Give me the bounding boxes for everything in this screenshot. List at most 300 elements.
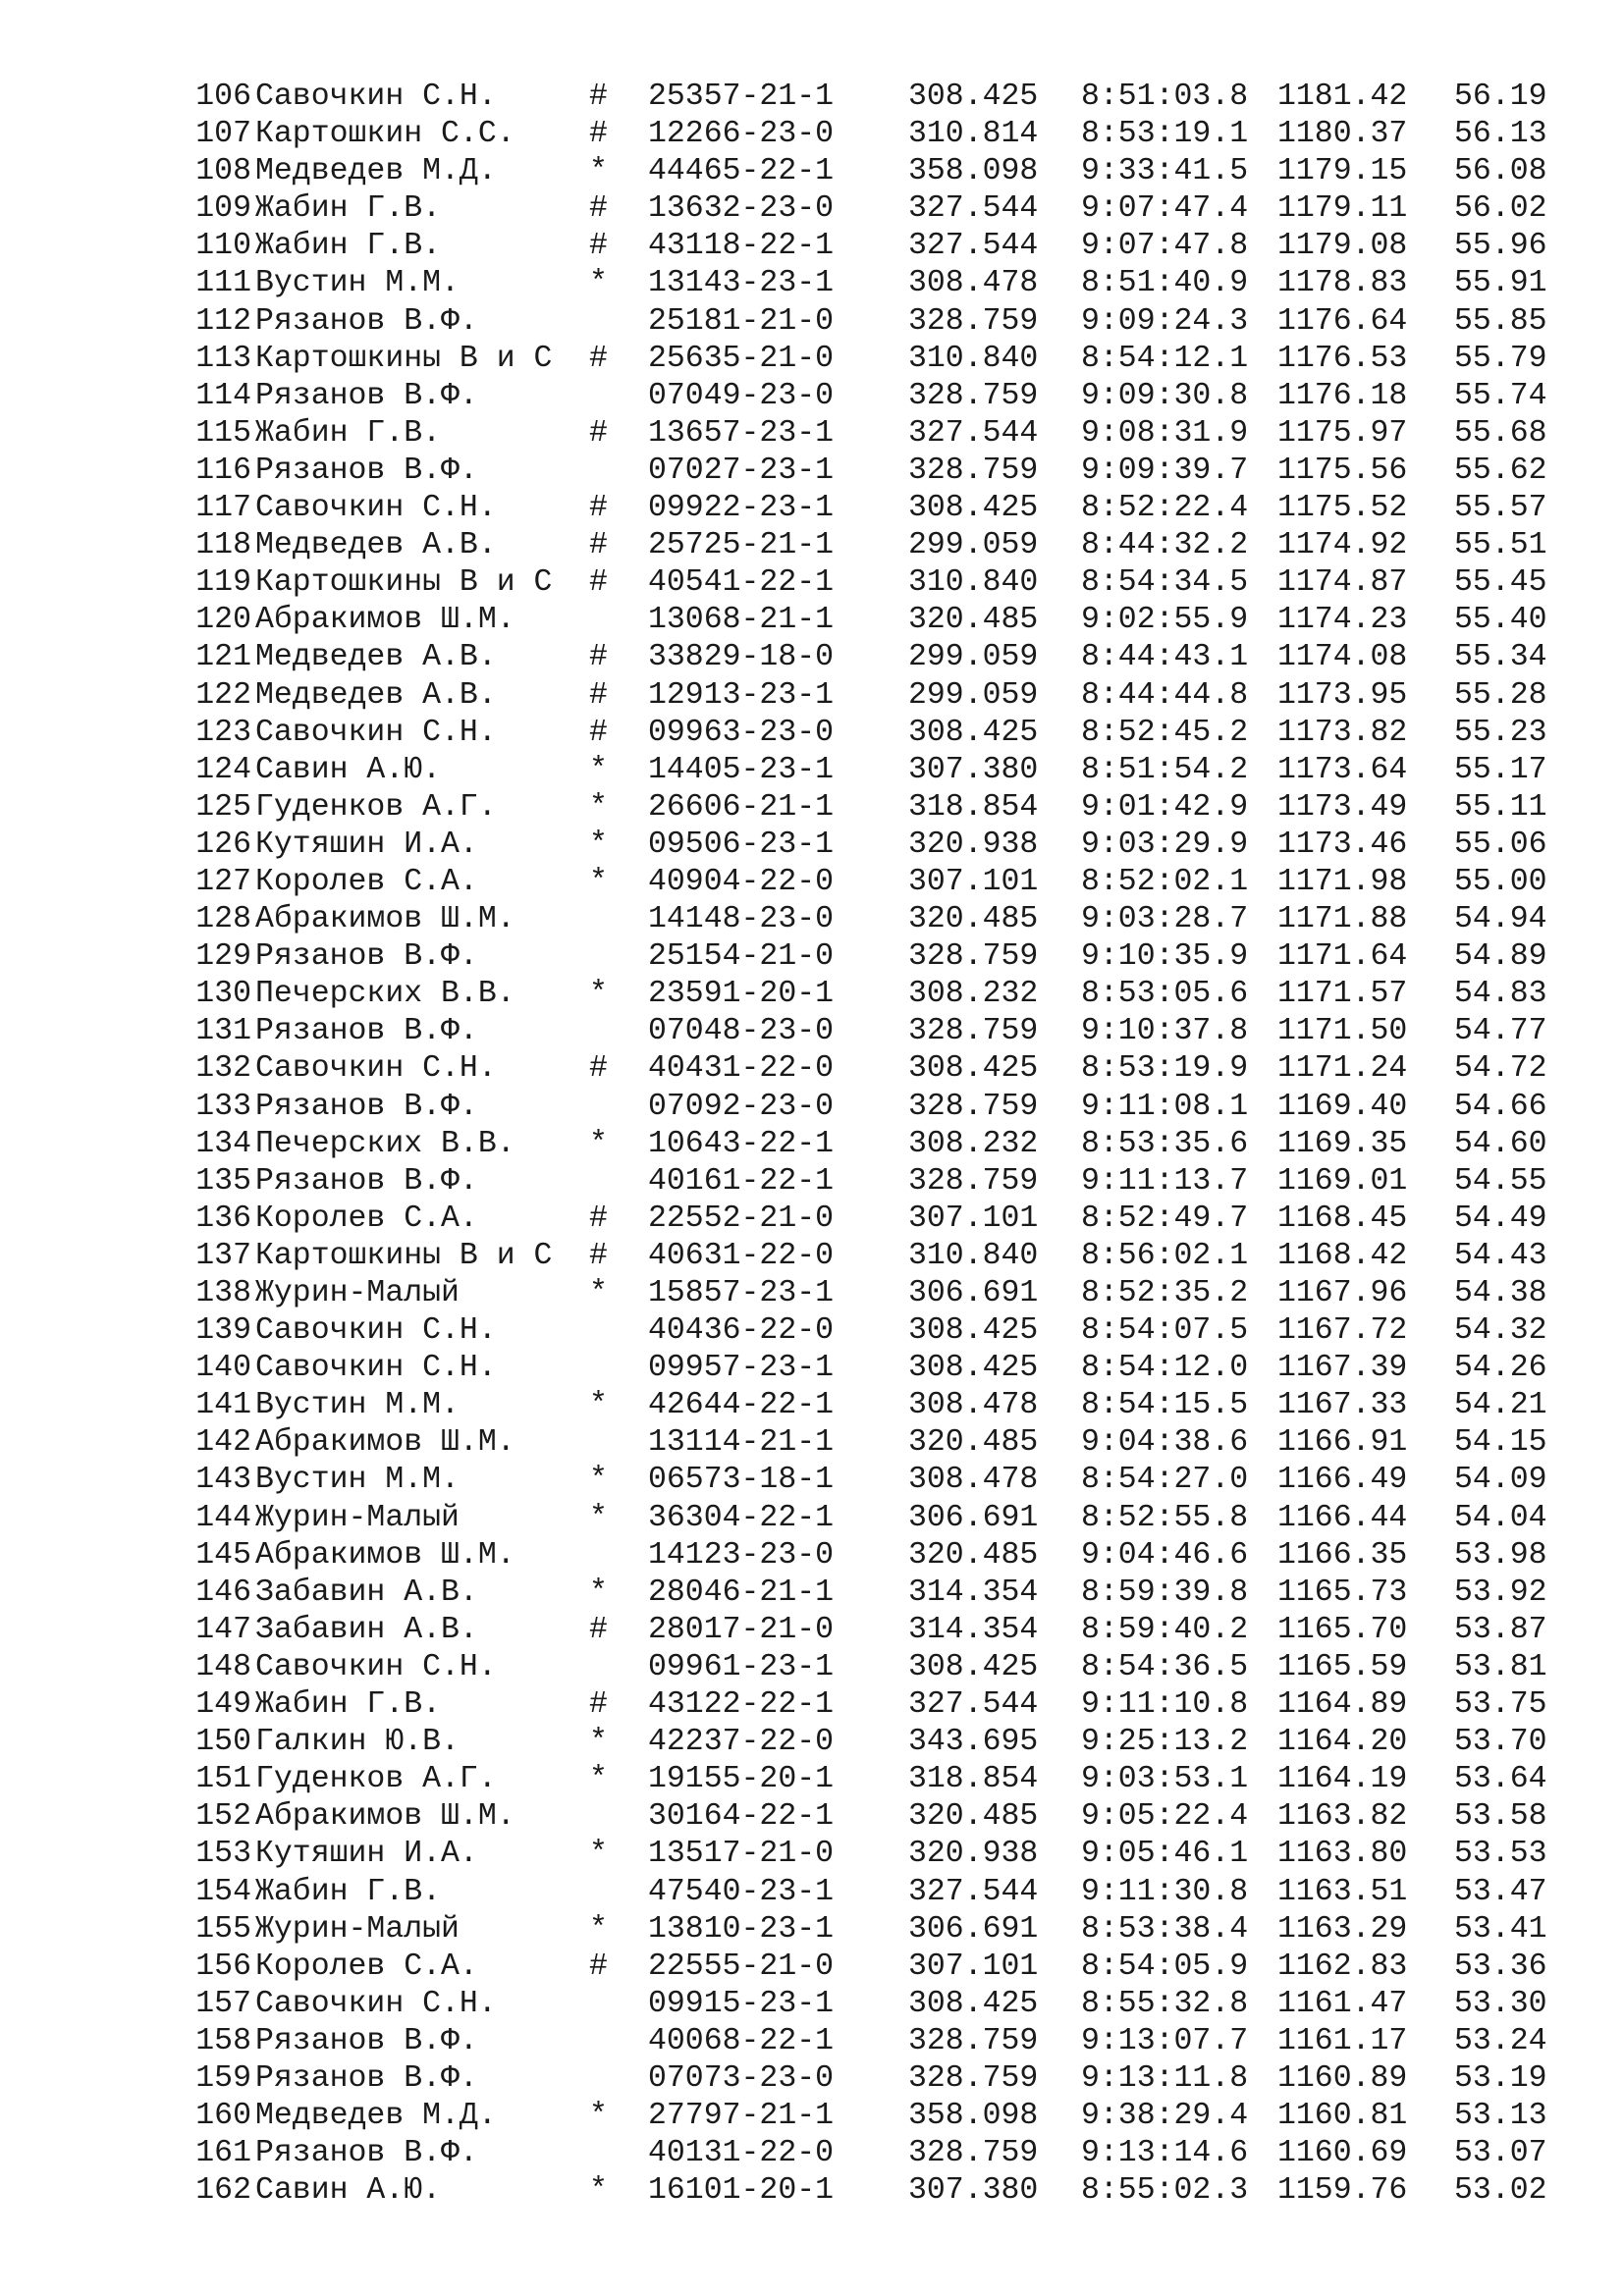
distance: 327.544 — [908, 191, 1039, 227]
table-row — [173, 564, 1552, 602]
distance: 320.485 — [908, 902, 1039, 937]
table-row — [173, 1500, 1552, 1537]
place-number: 110 — [195, 229, 251, 264]
score: 54.04 — [1454, 1500, 1547, 1535]
fancier-name: Медведев А.В. — [255, 528, 497, 563]
score: 53.07 — [1454, 2136, 1547, 2171]
distance: 307.380 — [908, 752, 1039, 787]
mark-symbol: # — [589, 415, 608, 451]
arrival-time: 9:38:29.4 — [1081, 2099, 1249, 2134]
score: 56.02 — [1454, 191, 1547, 227]
arrival-time: 8:56:02.1 — [1081, 1238, 1249, 1273]
fancier-name: Рязанов В.Ф. — [255, 2136, 478, 2171]
table-row — [173, 1949, 1552, 1986]
results-list — [173, 79, 1552, 2210]
place-number: 137 — [195, 1238, 251, 1273]
mark-symbol: * — [589, 1463, 608, 1498]
fancier-name: Рязанов В.Ф. — [255, 1089, 478, 1124]
table-row — [173, 1798, 1552, 1836]
mark-symbol: * — [589, 1126, 608, 1161]
score: 54.55 — [1454, 1163, 1547, 1199]
table-row — [173, 1126, 1552, 1163]
ring-number: 09922-23-1 — [648, 491, 835, 526]
place-number: 132 — [195, 1051, 251, 1087]
arrival-time: 9:09:30.8 — [1081, 378, 1249, 413]
fancier-name: Жабин Г.В. — [255, 1874, 442, 1909]
distance: 310.814 — [908, 117, 1039, 152]
ring-number: 13068-21-1 — [648, 603, 835, 638]
speed: 1181.42 — [1277, 80, 1408, 114]
ring-number: 14405-23-1 — [648, 752, 835, 787]
arrival-time: 9:03:29.9 — [1081, 827, 1249, 862]
table-row — [173, 1238, 1552, 1275]
ring-number: 07092-23-0 — [648, 1089, 835, 1124]
distance: 358.098 — [908, 2099, 1039, 2134]
score: 53.19 — [1454, 2060, 1547, 2096]
mark-symbol: * — [589, 2173, 608, 2209]
table-row — [173, 303, 1552, 341]
fancier-name: Абракимов Ш.М. — [255, 902, 515, 937]
speed: 1166.49 — [1277, 1463, 1408, 1498]
arrival-time: 9:07:47.4 — [1081, 191, 1249, 227]
arrival-time: 9:05:22.4 — [1081, 1799, 1249, 1835]
ring-number: 16101-20-1 — [648, 2173, 835, 2209]
fancier-name: Галкин Ю.В. — [255, 1725, 460, 1760]
score: 53.75 — [1454, 1687, 1547, 1723]
fancier-name: Абракимов Ш.М. — [255, 1537, 515, 1573]
score: 54.43 — [1454, 1238, 1547, 1273]
table-row — [173, 2023, 1552, 2060]
mark-symbol: # — [589, 640, 608, 675]
place-number: 126 — [195, 827, 251, 862]
place-number: 155 — [195, 1911, 251, 1947]
place-number: 129 — [195, 939, 251, 975]
place-number: 128 — [195, 902, 251, 937]
distance: 320.485 — [908, 1537, 1039, 1573]
place-number: 109 — [195, 191, 251, 227]
place-number: 114 — [195, 378, 251, 413]
score: 53.70 — [1454, 1725, 1547, 1760]
ring-number: 33829-18-0 — [648, 640, 835, 675]
mark-symbol: * — [589, 1837, 608, 1872]
table-row — [173, 265, 1552, 302]
arrival-time: 9:13:11.8 — [1081, 2060, 1249, 2096]
arrival-time: 9:10:35.9 — [1081, 939, 1249, 975]
score: 54.38 — [1454, 1276, 1547, 1310]
mark-symbol: # — [589, 80, 608, 114]
distance: 307.101 — [908, 864, 1039, 899]
score: 54.60 — [1454, 1126, 1547, 1161]
arrival-time: 8:51:03.8 — [1081, 80, 1249, 114]
distance: 328.759 — [908, 2023, 1039, 2058]
mark-symbol: * — [589, 977, 608, 1012]
ring-number: 42644-22-1 — [648, 1388, 835, 1423]
speed: 1179.08 — [1277, 229, 1408, 264]
arrival-time: 8:54:15.5 — [1081, 1388, 1249, 1423]
ring-number: 14148-23-0 — [648, 902, 835, 937]
speed: 1167.33 — [1277, 1388, 1408, 1423]
ring-number: 26606-21-1 — [648, 789, 835, 825]
place-number: 133 — [195, 1089, 251, 1124]
table-row — [173, 1089, 1552, 1126]
distance: 320.938 — [908, 827, 1039, 862]
fancier-name: Савин А.Ю. — [255, 752, 442, 787]
arrival-time: 8:52:02.1 — [1081, 864, 1249, 899]
place-number: 151 — [195, 1762, 251, 1797]
mark-symbol: # — [589, 565, 608, 601]
table-row — [173, 976, 1552, 1013]
speed: 1161.17 — [1277, 2023, 1408, 2058]
table-row — [173, 1874, 1552, 1911]
arrival-time: 9:03:53.1 — [1081, 1762, 1249, 1797]
distance: 318.854 — [908, 1762, 1039, 1797]
distance: 310.840 — [908, 1238, 1039, 1273]
distance: 327.544 — [908, 1874, 1039, 1909]
table-row — [173, 1387, 1552, 1424]
table-row — [173, 1911, 1552, 1949]
arrival-time: 8:59:39.8 — [1081, 1575, 1249, 1610]
table-row — [173, 1575, 1552, 1612]
arrival-time: 8:53:05.6 — [1081, 977, 1249, 1012]
speed: 1179.11 — [1277, 191, 1408, 227]
speed: 1159.76 — [1277, 2173, 1408, 2209]
speed: 1174.08 — [1277, 640, 1408, 675]
distance: 306.691 — [908, 1911, 1039, 1947]
arrival-time: 8:54:05.9 — [1081, 1949, 1249, 1984]
ring-number: 25725-21-1 — [648, 528, 835, 563]
place-number: 140 — [195, 1351, 251, 1386]
place-number: 161 — [195, 2136, 251, 2171]
place-number: 150 — [195, 1725, 251, 1760]
distance: 308.425 — [908, 491, 1039, 526]
place-number: 124 — [195, 752, 251, 787]
place-number: 148 — [195, 1649, 251, 1684]
score: 55.45 — [1454, 565, 1547, 601]
ring-number: 40904-22-0 — [648, 864, 835, 899]
speed: 1171.24 — [1277, 1051, 1408, 1087]
arrival-time: 8:55:32.8 — [1081, 1986, 1249, 2021]
mark-symbol: * — [589, 2099, 608, 2134]
mark-symbol: # — [589, 229, 608, 264]
distance: 307.101 — [908, 1201, 1039, 1236]
fancier-name: Савин А.Ю. — [255, 2173, 442, 2209]
ring-number: 25154-21-0 — [648, 939, 835, 975]
place-number: 117 — [195, 491, 251, 526]
place-number: 135 — [195, 1163, 251, 1199]
mark-symbol: # — [589, 191, 608, 227]
speed: 1164.20 — [1277, 1725, 1408, 1760]
arrival-time: 9:04:38.6 — [1081, 1425, 1249, 1461]
speed: 1169.35 — [1277, 1126, 1408, 1161]
speed: 1168.42 — [1277, 1238, 1408, 1273]
ring-number: 22555-21-0 — [648, 1949, 835, 1984]
distance: 308.478 — [908, 1463, 1039, 1498]
table-row — [173, 1686, 1552, 1724]
ring-number: 14123-23-0 — [648, 1537, 835, 1573]
mark-symbol: * — [589, 1911, 608, 1947]
place-number: 122 — [195, 677, 251, 713]
table-row — [173, 677, 1552, 715]
arrival-time: 9:08:31.9 — [1081, 415, 1249, 451]
ring-number: 13143-23-1 — [648, 266, 835, 301]
mark-symbol: * — [589, 1388, 608, 1423]
distance: 328.759 — [908, 2136, 1039, 2171]
ring-number: 42237-22-0 — [648, 1725, 835, 1760]
score: 55.79 — [1454, 341, 1547, 376]
place-number: 149 — [195, 1687, 251, 1723]
arrival-time: 8:44:44.8 — [1081, 677, 1249, 713]
mark-symbol: # — [589, 1051, 608, 1087]
distance: 308.425 — [908, 1051, 1039, 1087]
score: 53.98 — [1454, 1537, 1547, 1573]
fancier-name: Королев С.А. — [255, 1949, 478, 1984]
ring-number: 15857-23-1 — [648, 1276, 835, 1310]
place-number: 141 — [195, 1388, 251, 1423]
speed: 1176.64 — [1277, 303, 1408, 339]
score: 53.47 — [1454, 1874, 1547, 1909]
mark-symbol: * — [589, 1725, 608, 1760]
mark-symbol: # — [589, 528, 608, 563]
arrival-time: 8:54:12.0 — [1081, 1351, 1249, 1386]
score: 54.49 — [1454, 1201, 1547, 1236]
score: 53.92 — [1454, 1575, 1547, 1610]
speed: 1175.52 — [1277, 491, 1408, 526]
arrival-time: 9:09:39.7 — [1081, 453, 1249, 488]
distance: 308.425 — [908, 715, 1039, 750]
arrival-time: 8:52:35.2 — [1081, 1276, 1249, 1310]
distance: 299.059 — [908, 677, 1039, 713]
speed: 1163.29 — [1277, 1911, 1408, 1947]
mark-symbol: * — [589, 1500, 608, 1535]
speed: 1180.37 — [1277, 117, 1408, 152]
ring-number: 09506-23-1 — [648, 827, 835, 862]
score: 53.30 — [1454, 1986, 1547, 2021]
distance: 299.059 — [908, 528, 1039, 563]
table-row — [173, 1724, 1552, 1761]
arrival-time: 9:01:42.9 — [1081, 789, 1249, 825]
place-number: 160 — [195, 2099, 251, 2134]
speed: 1174.92 — [1277, 528, 1408, 563]
distance: 327.544 — [908, 229, 1039, 264]
table-row — [173, 602, 1552, 639]
distance: 320.485 — [908, 603, 1039, 638]
speed: 1178.83 — [1277, 266, 1408, 301]
table-row — [173, 415, 1552, 453]
ring-number: 09915-23-1 — [648, 1986, 835, 2021]
speed: 1163.51 — [1277, 1874, 1408, 1909]
place-number: 118 — [195, 528, 251, 563]
speed: 1173.49 — [1277, 789, 1408, 825]
place-number: 115 — [195, 415, 251, 451]
speed: 1173.46 — [1277, 827, 1408, 862]
score: 53.41 — [1454, 1911, 1547, 1947]
score: 54.94 — [1454, 902, 1547, 937]
table-row — [173, 527, 1552, 564]
fancier-name: Жабин Г.В. — [255, 191, 442, 227]
fancier-name: Печерских В.В. — [255, 1126, 515, 1161]
fancier-name: Печерских В.В. — [255, 977, 515, 1012]
fancier-name: Савочкин С.Н. — [255, 1986, 497, 2021]
mark-symbol: * — [589, 789, 608, 825]
arrival-time: 8:54:34.5 — [1081, 565, 1249, 601]
ring-number: 07048-23-0 — [648, 1014, 835, 1049]
speed: 1171.98 — [1277, 864, 1408, 899]
table-row — [173, 1050, 1552, 1088]
distance: 307.101 — [908, 1949, 1039, 1984]
distance: 327.544 — [908, 1687, 1039, 1723]
ring-number: 30164-22-1 — [648, 1799, 835, 1835]
distance: 358.098 — [908, 154, 1039, 189]
distance: 306.691 — [908, 1500, 1039, 1535]
speed: 1160.89 — [1277, 2060, 1408, 2096]
score: 54.21 — [1454, 1388, 1547, 1423]
table-row — [173, 1836, 1552, 1873]
distance: 299.059 — [908, 640, 1039, 675]
score: 54.15 — [1454, 1425, 1547, 1461]
fancier-name: Вустин М.М. — [255, 1463, 460, 1498]
arrival-time: 9:07:47.8 — [1081, 229, 1249, 264]
score: 53.13 — [1454, 2099, 1547, 2134]
ring-number: 40631-22-0 — [648, 1238, 835, 1273]
arrival-time: 8:54:27.0 — [1081, 1463, 1249, 1498]
fancier-name: Рязанов В.Ф. — [255, 2060, 478, 2096]
fancier-name: Рязанов В.Ф. — [255, 1163, 478, 1199]
distance: 308.425 — [908, 1649, 1039, 1684]
table-row — [173, 1201, 1552, 1238]
mark-symbol: * — [589, 1762, 608, 1797]
speed: 1176.18 — [1277, 378, 1408, 413]
arrival-time: 9:11:13.7 — [1081, 1163, 1249, 1199]
mark-symbol: # — [589, 677, 608, 713]
table-row — [173, 864, 1552, 901]
arrival-time: 9:03:28.7 — [1081, 902, 1249, 937]
ring-number: 36304-22-1 — [648, 1500, 835, 1535]
arrival-time: 9:25:13.2 — [1081, 1725, 1249, 1760]
ring-number: 09963-23-0 — [648, 715, 835, 750]
fancier-name: Медведев М.Д. — [255, 2099, 497, 2134]
speed: 1171.50 — [1277, 1014, 1408, 1049]
mark-symbol: # — [589, 715, 608, 750]
fancier-name: Рязанов В.Ф. — [255, 378, 478, 413]
speed: 1160.69 — [1277, 2136, 1408, 2171]
speed: 1163.82 — [1277, 1799, 1408, 1835]
arrival-time: 8:54:12.1 — [1081, 341, 1249, 376]
place-number: 145 — [195, 1537, 251, 1573]
table-row — [173, 752, 1552, 789]
table-row — [173, 453, 1552, 490]
score: 54.26 — [1454, 1351, 1547, 1386]
place-number: 147 — [195, 1612, 251, 1647]
arrival-time: 9:04:46.6 — [1081, 1537, 1249, 1573]
fancier-name: Вустин М.М. — [255, 1388, 460, 1423]
ring-number: 13657-23-1 — [648, 415, 835, 451]
ring-number: 10643-22-1 — [648, 1126, 835, 1161]
mark-symbol: * — [589, 864, 608, 899]
distance: 308.478 — [908, 266, 1039, 301]
fancier-name: Медведев А.В. — [255, 640, 497, 675]
distance: 328.759 — [908, 1089, 1039, 1124]
ring-number: 19155-20-1 — [648, 1762, 835, 1797]
distance: 320.485 — [908, 1799, 1039, 1835]
speed: 1171.57 — [1277, 977, 1408, 1012]
ring-number: 12266-23-0 — [648, 117, 835, 152]
place-number: 108 — [195, 154, 251, 189]
fancier-name: Медведев А.В. — [255, 677, 497, 713]
fancier-name: Абракимов Ш.М. — [255, 1425, 515, 1461]
score: 55.17 — [1454, 752, 1547, 787]
ring-number: 47540-23-1 — [648, 1874, 835, 1909]
place-number: 146 — [195, 1575, 251, 1610]
score: 56.19 — [1454, 80, 1547, 114]
arrival-time: 8:54:36.5 — [1081, 1649, 1249, 1684]
score: 53.53 — [1454, 1837, 1547, 1872]
speed: 1164.19 — [1277, 1762, 1408, 1797]
speed: 1173.95 — [1277, 677, 1408, 713]
arrival-time: 8:54:07.5 — [1081, 1313, 1249, 1349]
mark-symbol: * — [589, 752, 608, 787]
arrival-time: 9:11:10.8 — [1081, 1687, 1249, 1723]
fancier-name: Журин-Малый — [255, 1500, 460, 1535]
fancier-name: Вустин М.М. — [255, 266, 460, 301]
fancier-name: Журин-Малый — [255, 1911, 460, 1947]
place-number: 139 — [195, 1313, 251, 1349]
score: 53.58 — [1454, 1799, 1547, 1835]
fancier-name: Журин-Малый — [255, 1276, 460, 1310]
fancier-name: Савочкин С.Н. — [255, 1351, 497, 1386]
fancier-name: Гуденков А.Г. — [255, 789, 497, 825]
speed: 1175.56 — [1277, 453, 1408, 488]
fancier-name: Королев С.А. — [255, 1201, 478, 1236]
ring-number: 06573-18-1 — [648, 1463, 835, 1498]
score: 55.34 — [1454, 640, 1547, 675]
table-row — [173, 1612, 1552, 1649]
score: 53.87 — [1454, 1612, 1547, 1647]
speed: 1175.97 — [1277, 415, 1408, 451]
ring-number: 07027-23-1 — [648, 453, 835, 488]
place-number: 142 — [195, 1425, 251, 1461]
fancier-name: Рязанов В.Ф. — [255, 1014, 478, 1049]
place-number: 113 — [195, 341, 251, 376]
ring-number: 43118-22-1 — [648, 229, 835, 264]
speed: 1173.82 — [1277, 715, 1408, 750]
fancier-name: Савочкин С.Н. — [255, 1051, 497, 1087]
mark-symbol: # — [589, 341, 608, 376]
mark-symbol: * — [589, 154, 608, 189]
fancier-name: Забавин А.В. — [255, 1575, 478, 1610]
distance: 308.232 — [908, 1126, 1039, 1161]
speed: 1167.39 — [1277, 1351, 1408, 1386]
score: 55.74 — [1454, 378, 1547, 413]
fancier-name: Савочкин С.Н. — [255, 80, 497, 114]
table-row — [173, 116, 1552, 153]
place-number: 152 — [195, 1799, 251, 1835]
ring-number: 40436-22-0 — [648, 1313, 835, 1349]
speed: 1164.89 — [1277, 1687, 1408, 1723]
arrival-time: 8:53:38.4 — [1081, 1911, 1249, 1947]
score: 54.66 — [1454, 1089, 1547, 1124]
mark-symbol: # — [589, 117, 608, 152]
score: 55.11 — [1454, 789, 1547, 825]
place-number: 127 — [195, 864, 251, 899]
ring-number: 40541-22-1 — [648, 565, 835, 601]
speed: 1169.40 — [1277, 1089, 1408, 1124]
ring-number: 09961-23-1 — [648, 1649, 835, 1684]
distance: 308.425 — [908, 1986, 1039, 2021]
place-number: 131 — [195, 1014, 251, 1049]
mark-symbol: # — [589, 491, 608, 526]
mark-symbol: # — [589, 1238, 608, 1273]
score: 55.85 — [1454, 303, 1547, 339]
